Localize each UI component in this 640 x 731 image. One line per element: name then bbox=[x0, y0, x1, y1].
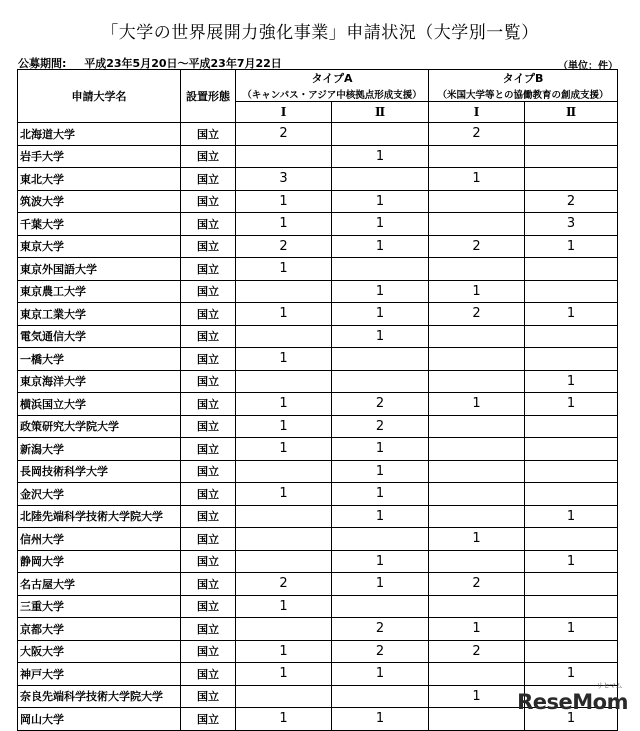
cell-type-a-1: 1 bbox=[236, 640, 332, 663]
cell-university-name: 岩手大学 bbox=[18, 145, 181, 168]
cell-establishment-type: 国立 bbox=[181, 303, 236, 326]
header-type-b-2: Ⅱ bbox=[525, 102, 618, 123]
cell-type-a-2: 1 bbox=[332, 235, 429, 258]
cell-type-a-1: 1 bbox=[236, 190, 332, 213]
cell-type-b-1: 1 bbox=[429, 528, 525, 551]
cell-type-b-1: 1 bbox=[429, 280, 525, 303]
cell-university-name: 三重大学 bbox=[18, 595, 181, 618]
table-row bbox=[18, 123, 618, 146]
cell-type-a-2: 1 bbox=[332, 663, 429, 686]
cell-type-a-2: 1 bbox=[332, 550, 429, 573]
table-row bbox=[18, 168, 618, 191]
cell-university-name: 大阪大学 bbox=[18, 640, 181, 663]
table-row bbox=[18, 280, 618, 303]
cell-type-a-1 bbox=[236, 505, 332, 528]
cell-type-a-1: 1 bbox=[236, 415, 332, 438]
cell-type-b-2: 1 bbox=[525, 235, 618, 258]
cell-establishment-type: 国立 bbox=[181, 595, 236, 618]
cell-type-a-2: 2 bbox=[332, 415, 429, 438]
cell-type-b-2: 1 bbox=[525, 618, 618, 641]
table-row bbox=[18, 415, 618, 438]
header-type-a bbox=[236, 70, 429, 102]
cell-type-b-1: 2 bbox=[429, 573, 525, 596]
cell-type-a-2: 1 bbox=[332, 438, 429, 461]
cell-establishment-type: 国立 bbox=[181, 325, 236, 348]
cell-type-b-2 bbox=[525, 438, 618, 461]
table-row bbox=[18, 145, 618, 168]
table-row bbox=[18, 325, 618, 348]
logo-text: ReseMom bbox=[517, 690, 628, 714]
cell-type-b-2: 1 bbox=[525, 393, 618, 416]
cell-type-b-1 bbox=[429, 190, 525, 213]
table-row bbox=[18, 460, 618, 483]
cell-type-b-1 bbox=[429, 550, 525, 573]
cell-type-b-2 bbox=[525, 325, 618, 348]
table-row bbox=[18, 258, 618, 281]
cell-university-name: 北陸先端科学技術大学院大学 bbox=[18, 505, 181, 528]
cell-type-a-1: 1 bbox=[236, 213, 332, 236]
cell-establishment-type: 国立 bbox=[181, 438, 236, 461]
cell-type-a-2: 2 bbox=[332, 618, 429, 641]
cell-type-b-1: 1 bbox=[429, 168, 525, 191]
cell-type-b-1 bbox=[429, 460, 525, 483]
cell-university-name: 東北大学 bbox=[18, 168, 181, 191]
cell-type-b-2 bbox=[525, 595, 618, 618]
cell-type-a-1 bbox=[236, 460, 332, 483]
cell-type-a-1: 1 bbox=[236, 483, 332, 506]
cell-type-b-1 bbox=[429, 145, 525, 168]
cell-type-b-2: 1 bbox=[525, 370, 618, 393]
cell-type-b-2 bbox=[525, 280, 618, 303]
cell-type-b-2: 1 bbox=[525, 303, 618, 326]
cell-establishment-type: 国立 bbox=[181, 550, 236, 573]
cell-type-a-2: 1 bbox=[332, 280, 429, 303]
cell-type-a-2 bbox=[332, 168, 429, 191]
cell-establishment-type: 国立 bbox=[181, 640, 236, 663]
cell-type-a-2: 1 bbox=[332, 505, 429, 528]
cell-type-b-2 bbox=[525, 573, 618, 596]
unit-note: （単位：件） bbox=[558, 61, 618, 72]
cell-university-name: 横浜国立大学 bbox=[18, 393, 181, 416]
cell-type-b-1 bbox=[429, 213, 525, 236]
page-title: 「大学の世界展開力強化事業」申請状況（大学別一覧） bbox=[101, 23, 539, 43]
header-type-a-label: タイプA bbox=[311, 72, 353, 85]
cell-university-name: 東京外国語大学 bbox=[18, 258, 181, 281]
cell-type-a-1 bbox=[236, 145, 332, 168]
cell-type-a-2: 2 bbox=[332, 393, 429, 416]
cell-university-name: 新潟大学 bbox=[18, 438, 181, 461]
cell-establishment-type: 国立 bbox=[181, 145, 236, 168]
table-row bbox=[18, 348, 618, 371]
cell-establishment-type: 国立 bbox=[181, 460, 236, 483]
cell-type-a-2: 1 bbox=[332, 708, 429, 731]
table-row bbox=[18, 438, 618, 461]
cell-university-name: 神戸大学 bbox=[18, 663, 181, 686]
cell-type-b-1: 1 bbox=[429, 618, 525, 641]
cell-type-b-1: 1 bbox=[429, 685, 525, 708]
header-university-name: 申請大学名 bbox=[18, 70, 181, 123]
table-row bbox=[18, 370, 618, 393]
cell-university-name: 政策研究大学院大学 bbox=[18, 415, 181, 438]
period-value: 平成23年5月20日～平成23年7月22日 bbox=[84, 57, 282, 70]
cell-type-a-1 bbox=[236, 618, 332, 641]
resemom-logo bbox=[517, 682, 628, 714]
cell-university-name: 一橋大学 bbox=[18, 348, 181, 371]
application-table bbox=[17, 69, 618, 731]
cell-type-a-1: 1 bbox=[236, 348, 332, 371]
header-type-b bbox=[429, 70, 618, 102]
cell-university-name: 東京大学 bbox=[18, 235, 181, 258]
cell-type-b-2 bbox=[525, 483, 618, 506]
cell-university-name: 名古屋大学 bbox=[18, 573, 181, 596]
cell-university-name: 奈良先端科学技術大学院大学 bbox=[18, 685, 181, 708]
cell-type-b-1: 2 bbox=[429, 123, 525, 146]
cell-type-b-2 bbox=[525, 460, 618, 483]
cell-establishment-type: 国立 bbox=[181, 393, 236, 416]
cell-type-a-1: 1 bbox=[236, 393, 332, 416]
cell-type-b-2 bbox=[525, 640, 618, 663]
cell-type-b-2: 1 bbox=[525, 505, 618, 528]
cell-type-b-1 bbox=[429, 505, 525, 528]
cell-establishment-type: 国立 bbox=[181, 348, 236, 371]
cell-establishment-type: 国立 bbox=[181, 415, 236, 438]
header-type-b-sub: （米国大学等との協働教育の創成支援） bbox=[437, 90, 609, 101]
cell-type-a-1: 2 bbox=[236, 235, 332, 258]
cell-type-a-1: 2 bbox=[236, 123, 332, 146]
cell-type-b-2 bbox=[525, 145, 618, 168]
cell-type-b-2: 3 bbox=[525, 213, 618, 236]
cell-type-b-2: 1 bbox=[525, 708, 618, 731]
cell-type-a-1 bbox=[236, 325, 332, 348]
cell-type-a-2 bbox=[332, 348, 429, 371]
cell-type-b-1: 2 bbox=[429, 640, 525, 663]
cell-type-a-1: 1 bbox=[236, 303, 332, 326]
table-row bbox=[18, 505, 618, 528]
cell-type-a-1: 1 bbox=[236, 595, 332, 618]
cell-establishment-type: 国立 bbox=[181, 685, 236, 708]
cell-establishment-type: 国立 bbox=[181, 505, 236, 528]
cell-university-name: 筑波大学 bbox=[18, 190, 181, 213]
cell-type-a-2: 2 bbox=[332, 640, 429, 663]
header-type-b-1: Ⅰ bbox=[429, 102, 525, 123]
cell-type-b-2 bbox=[525, 528, 618, 551]
cell-type-b-1 bbox=[429, 258, 525, 281]
cell-type-b-1 bbox=[429, 483, 525, 506]
cell-establishment-type: 国立 bbox=[181, 213, 236, 236]
cell-university-name: 京都大学 bbox=[18, 618, 181, 641]
cell-university-name: 長岡技術科学大学 bbox=[18, 460, 181, 483]
cell-type-b-1 bbox=[429, 370, 525, 393]
cell-university-name: 北海道大学 bbox=[18, 123, 181, 146]
table-row bbox=[18, 595, 618, 618]
cell-type-a-2: 1 bbox=[332, 213, 429, 236]
cell-type-a-1 bbox=[236, 550, 332, 573]
cell-type-b-2: 1 bbox=[525, 663, 618, 686]
cell-type-b-1 bbox=[429, 348, 525, 371]
cell-type-a-2: 1 bbox=[332, 483, 429, 506]
cell-type-b-1 bbox=[429, 595, 525, 618]
table-row bbox=[18, 393, 618, 416]
cell-type-b-2 bbox=[525, 123, 618, 146]
cell-type-a-1: 3 bbox=[236, 168, 332, 191]
cell-establishment-type: 国立 bbox=[181, 235, 236, 258]
cell-establishment-type: 国立 bbox=[181, 573, 236, 596]
cell-establishment-type: 国立 bbox=[181, 618, 236, 641]
cell-university-name: 千葉大学 bbox=[18, 213, 181, 236]
header-type-a-1: Ⅰ bbox=[236, 102, 332, 123]
cell-type-b-1 bbox=[429, 325, 525, 348]
cell-type-a-1: 1 bbox=[236, 258, 332, 281]
cell-type-a-2: 1 bbox=[332, 573, 429, 596]
cell-university-name: 静岡大学 bbox=[18, 550, 181, 573]
cell-type-b-2 bbox=[525, 415, 618, 438]
table-row bbox=[18, 235, 618, 258]
cell-type-a-2: 1 bbox=[332, 190, 429, 213]
cell-type-a-1 bbox=[236, 280, 332, 303]
cell-type-a-2 bbox=[332, 370, 429, 393]
header-establishment-type: 設置形態 bbox=[181, 70, 236, 123]
table-row bbox=[18, 640, 618, 663]
cell-university-name: 東京工業大学 bbox=[18, 303, 181, 326]
table-row bbox=[18, 618, 618, 641]
cell-university-name: 金沢大学 bbox=[18, 483, 181, 506]
cell-establishment-type: 国立 bbox=[181, 663, 236, 686]
table-row bbox=[18, 190, 618, 213]
cell-type-a-2: 1 bbox=[332, 325, 429, 348]
cell-type-a-1 bbox=[236, 370, 332, 393]
cell-university-name: 東京農工大学 bbox=[18, 280, 181, 303]
table-row bbox=[18, 528, 618, 551]
header-type-a-sub: （キャンパス・アジア中核拠点形成支援） bbox=[242, 90, 422, 101]
table-row bbox=[18, 573, 618, 596]
cell-type-b-1 bbox=[429, 708, 525, 731]
cell-establishment-type: 国立 bbox=[181, 708, 236, 731]
header-type-a-2: Ⅱ bbox=[332, 102, 429, 123]
cell-type-a-1: 1 bbox=[236, 663, 332, 686]
table-row bbox=[18, 483, 618, 506]
cell-type-b-1: 2 bbox=[429, 235, 525, 258]
table-row bbox=[18, 550, 618, 573]
table-row bbox=[18, 303, 618, 326]
cell-type-b-2: 2 bbox=[525, 190, 618, 213]
cell-type-a-1: 1 bbox=[236, 708, 332, 731]
cell-type-a-2: 1 bbox=[332, 460, 429, 483]
cell-type-a-2 bbox=[332, 685, 429, 708]
cell-university-name: 岡山大学 bbox=[18, 708, 181, 731]
cell-type-a-1: 2 bbox=[236, 573, 332, 596]
cell-type-b-1 bbox=[429, 415, 525, 438]
logo-ruby: リセマム bbox=[596, 682, 622, 690]
cell-type-a-2: 1 bbox=[332, 145, 429, 168]
cell-type-b-1 bbox=[429, 438, 525, 461]
cell-type-a-1: 1 bbox=[236, 438, 332, 461]
cell-type-a-2 bbox=[332, 123, 429, 146]
table-body bbox=[18, 123, 618, 731]
cell-type-a-1 bbox=[236, 685, 332, 708]
cell-type-b-1: 2 bbox=[429, 303, 525, 326]
cell-establishment-type: 国立 bbox=[181, 528, 236, 551]
cell-university-name: 信州大学 bbox=[18, 528, 181, 551]
cell-type-b-1: 1 bbox=[429, 393, 525, 416]
cell-establishment-type: 国立 bbox=[181, 123, 236, 146]
cell-type-b-2: 1 bbox=[525, 550, 618, 573]
cell-type-a-2 bbox=[332, 258, 429, 281]
cell-type-a-1 bbox=[236, 528, 332, 551]
cell-establishment-type: 国立 bbox=[181, 168, 236, 191]
cell-type-a-2: 1 bbox=[332, 303, 429, 326]
period-label: 公募期間: bbox=[18, 57, 67, 70]
cell-type-a-2 bbox=[332, 595, 429, 618]
cell-establishment-type: 国立 bbox=[181, 190, 236, 213]
cell-type-b-2 bbox=[525, 168, 618, 191]
cell-establishment-type: 国立 bbox=[181, 258, 236, 281]
cell-type-b-1 bbox=[429, 663, 525, 686]
cell-establishment-type: 国立 bbox=[181, 280, 236, 303]
cell-type-b-2 bbox=[525, 258, 618, 281]
cell-type-b-2 bbox=[525, 348, 618, 371]
header-type-b-label: タイプB bbox=[502, 72, 544, 85]
table-row bbox=[18, 663, 618, 686]
cell-establishment-type: 国立 bbox=[181, 483, 236, 506]
cell-establishment-type: 国立 bbox=[181, 370, 236, 393]
cell-university-name: 電気通信大学 bbox=[18, 325, 181, 348]
cell-type-a-2 bbox=[332, 528, 429, 551]
table-row bbox=[18, 213, 618, 236]
cell-university-name: 東京海洋大学 bbox=[18, 370, 181, 393]
